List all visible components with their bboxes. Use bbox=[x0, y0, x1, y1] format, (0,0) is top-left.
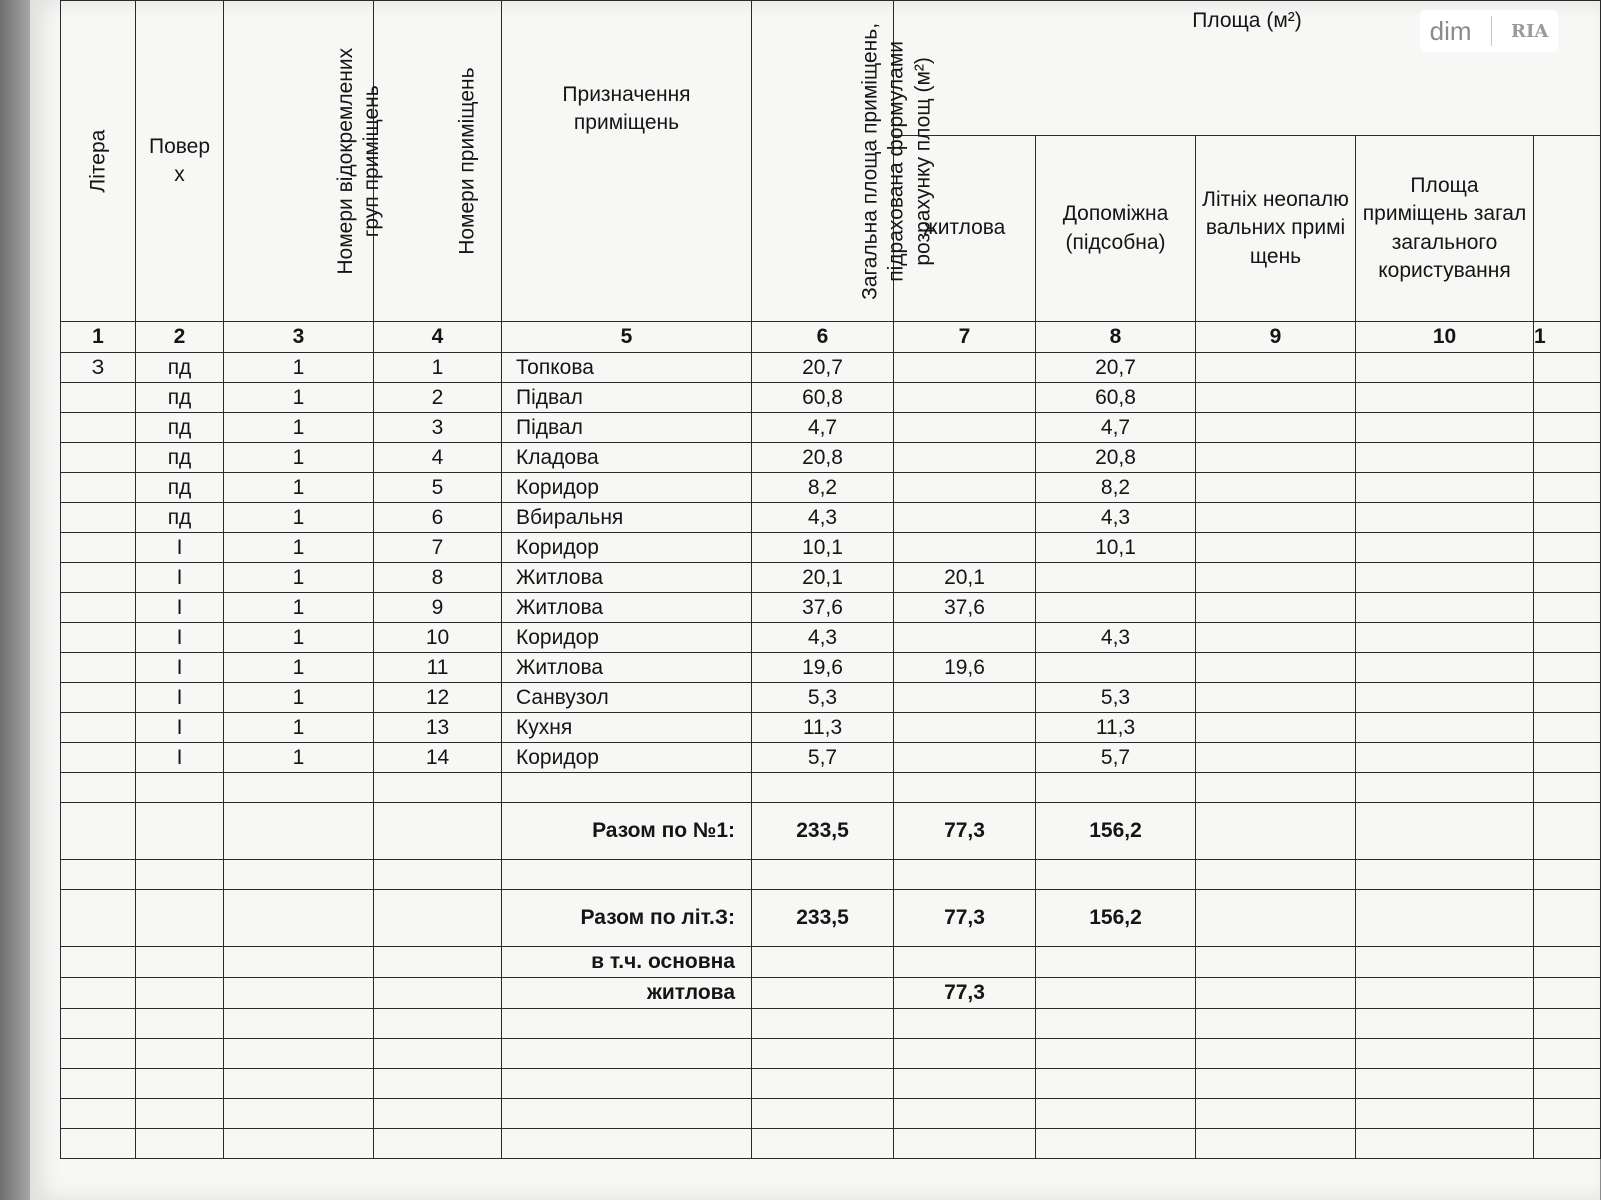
col-number: 7 bbox=[894, 322, 1036, 353]
table-row bbox=[61, 743, 1601, 773]
cell-name: Підвал bbox=[502, 383, 752, 413]
osnovna-zhytlova: 77,3 bbox=[894, 978, 1036, 1009]
cell-nomer: 3 bbox=[374, 413, 502, 443]
cell-total: 60,8 bbox=[752, 383, 894, 413]
photo-left-edge bbox=[0, 0, 30, 1200]
cell-zhytlova: 20,1 bbox=[894, 563, 1036, 593]
watermark-ria-logo: RIA bbox=[1510, 20, 1549, 42]
header-zhytlova-text: житлова bbox=[923, 216, 1006, 240]
cell-total: 8,2 bbox=[752, 473, 894, 503]
cell-poverkh: I bbox=[136, 743, 224, 773]
col-number: 6 bbox=[752, 322, 894, 353]
header-zahalna-text: Загальна площа приміщень, підрахована формулами розрахунку площ (м²) bbox=[858, 22, 935, 300]
table-row bbox=[61, 683, 1601, 713]
header-ploshcha-text: Площа (м²) bbox=[1192, 9, 1302, 32]
total-group-label: Разом по №1: bbox=[502, 803, 752, 860]
cell-litnikh bbox=[1196, 443, 1356, 473]
cell-nomer: 11 bbox=[374, 653, 502, 683]
cell-dopomizhna bbox=[1036, 593, 1196, 623]
cell-grupa: 1 bbox=[224, 353, 374, 383]
cell-litnikh bbox=[1196, 683, 1356, 713]
table-row bbox=[61, 473, 1601, 503]
watermark-dim-text: dim bbox=[1429, 15, 1472, 46]
osnovna-row-1 bbox=[61, 947, 1601, 978]
cell-extra bbox=[1534, 593, 1601, 623]
cell-grupa: 1 bbox=[224, 653, 374, 683]
cell-name: Підвал bbox=[502, 413, 752, 443]
osnovna-row-2 bbox=[61, 978, 1601, 1009]
cell-poverkh: I bbox=[136, 623, 224, 653]
cell-extra bbox=[1534, 563, 1601, 593]
cell-nomer: 1 bbox=[374, 353, 502, 383]
cell-nomer: 6 bbox=[374, 503, 502, 533]
cell-grupa: 1 bbox=[224, 473, 374, 503]
cell-litera bbox=[61, 743, 136, 773]
cell-total: 4,3 bbox=[752, 623, 894, 653]
header-pryznachennia bbox=[502, 1, 752, 322]
cell-dopomizhna bbox=[1036, 653, 1196, 683]
col-number: 1 bbox=[61, 322, 136, 353]
cell-grupa: 1 bbox=[224, 743, 374, 773]
table-row bbox=[61, 653, 1601, 683]
header-grupy bbox=[224, 1, 383, 322]
cell-nomer: 9 bbox=[374, 593, 502, 623]
cell-poverkh: пд bbox=[136, 383, 224, 413]
cell-litera bbox=[61, 383, 136, 413]
table-row bbox=[61, 503, 1601, 533]
cell-litnikh bbox=[1196, 743, 1356, 773]
cell-poverkh: I bbox=[136, 593, 224, 623]
cell-litera bbox=[61, 443, 136, 473]
room-rows bbox=[61, 353, 1601, 773]
cell-poverkh: пд bbox=[136, 503, 224, 533]
cell-poverkh: пд bbox=[136, 353, 224, 383]
cell-zhytlova bbox=[894, 413, 1036, 443]
cell-litnikh bbox=[1196, 473, 1356, 503]
cell-extra bbox=[1534, 653, 1601, 683]
cell-nomer: 5 bbox=[374, 473, 502, 503]
cell-litera bbox=[61, 623, 136, 653]
blank-row bbox=[61, 773, 1601, 803]
header-poverkh bbox=[136, 1, 224, 322]
cell-nomer: 4 bbox=[374, 443, 502, 473]
header-grupy-text: Номери відокремлених груп приміщень bbox=[333, 47, 383, 275]
cell-extra bbox=[1534, 533, 1601, 563]
table-row bbox=[61, 533, 1601, 563]
cell-litera bbox=[61, 653, 136, 683]
cell-nomer: 8 bbox=[374, 563, 502, 593]
cell-nomer: 10 bbox=[374, 623, 502, 653]
col-number: 9 bbox=[1196, 322, 1356, 353]
total-lit-area: 233,5 bbox=[752, 890, 894, 947]
header-extra bbox=[1534, 136, 1601, 322]
cell-zhytlova bbox=[894, 713, 1036, 743]
blank-row bbox=[61, 1099, 1601, 1129]
blank-row bbox=[61, 1129, 1601, 1159]
cell-zahalnoho bbox=[1356, 563, 1534, 593]
cell-zhytlova: 37,6 bbox=[894, 593, 1036, 623]
cell-extra bbox=[1534, 383, 1601, 413]
cell-litnikh bbox=[1196, 413, 1356, 443]
total-group-area: 233,5 bbox=[752, 803, 894, 860]
cell-zhytlova bbox=[894, 683, 1036, 713]
cell-zahalnoho bbox=[1356, 623, 1534, 653]
cell-zahalnoho bbox=[1356, 653, 1534, 683]
cell-poverkh: I bbox=[136, 533, 224, 563]
cell-grupa: 1 bbox=[224, 383, 374, 413]
cell-extra bbox=[1534, 473, 1601, 503]
cell-zahalnoho bbox=[1356, 713, 1534, 743]
cell-zahalnoho bbox=[1356, 503, 1534, 533]
cell-zhytlova bbox=[894, 443, 1036, 473]
cell-grupa: 1 bbox=[224, 683, 374, 713]
blank-row bbox=[61, 1069, 1601, 1099]
cell-dopomizhna: 8,2 bbox=[1036, 473, 1196, 503]
cell-name: Коридор bbox=[502, 473, 752, 503]
header-dopomizhna-text: Допоміжна (підсобна) bbox=[1062, 202, 1169, 254]
cell-litnikh bbox=[1196, 533, 1356, 563]
cell-grupa: 1 bbox=[224, 533, 374, 563]
header-zahalnoho bbox=[1356, 136, 1534, 322]
header-litera bbox=[61, 1, 136, 322]
header-litnikh bbox=[1196, 136, 1356, 322]
table-row bbox=[61, 353, 1601, 383]
cell-grupa: 1 bbox=[224, 593, 374, 623]
cell-name: Коридор bbox=[502, 743, 752, 773]
cell-dopomizhna: 11,3 bbox=[1036, 713, 1196, 743]
cell-name: Коридор bbox=[502, 533, 752, 563]
cell-extra bbox=[1534, 743, 1601, 773]
cell-poverkh: I bbox=[136, 713, 224, 743]
cell-grupa: 1 bbox=[224, 413, 374, 443]
cell-total: 19,6 bbox=[752, 653, 894, 683]
cell-extra bbox=[1534, 413, 1601, 443]
osnovna-label-2: житлова bbox=[502, 978, 752, 1009]
cell-litera bbox=[61, 413, 136, 443]
total-lit-zhytlova: 77,3 bbox=[894, 890, 1036, 947]
header-zahalnoho-text: Площа приміщень загал загального користування bbox=[1362, 173, 1527, 282]
room-area-table bbox=[60, 0, 1601, 1159]
header-pryznachennia-text: Призначення приміщень bbox=[562, 83, 691, 135]
cell-name: Топкова bbox=[502, 353, 752, 383]
table-row bbox=[61, 383, 1601, 413]
cell-litera bbox=[61, 473, 136, 503]
cell-total: 20,8 bbox=[752, 443, 894, 473]
cell-poverkh: I bbox=[136, 683, 224, 713]
cell-total: 20,7 bbox=[752, 353, 894, 383]
cell-nomer: 7 bbox=[374, 533, 502, 563]
cell-zhytlova bbox=[894, 383, 1036, 413]
header-nomery bbox=[374, 1, 502, 322]
cell-nomer: 12 bbox=[374, 683, 502, 713]
cell-litera bbox=[61, 533, 136, 563]
cell-name: Кладова bbox=[502, 443, 752, 473]
cell-litera bbox=[61, 503, 136, 533]
cell-zhytlova bbox=[894, 623, 1036, 653]
table-row bbox=[61, 413, 1601, 443]
header-litera-text: Літера bbox=[85, 129, 109, 193]
cell-litera bbox=[61, 593, 136, 623]
cell-zhytlova: 19,6 bbox=[894, 653, 1036, 683]
cell-name: Житлова bbox=[502, 593, 752, 623]
cell-extra bbox=[1534, 623, 1601, 653]
cell-poverkh: I bbox=[136, 653, 224, 683]
cell-litnikh bbox=[1196, 623, 1356, 653]
cell-zahalnoho bbox=[1356, 353, 1534, 383]
cell-grupa: 1 bbox=[224, 503, 374, 533]
cell-zahalnoho bbox=[1356, 533, 1534, 563]
header-nomery-text: Номери приміщень bbox=[455, 67, 479, 255]
cell-total: 5,3 bbox=[752, 683, 894, 713]
cell-zhytlova bbox=[894, 473, 1036, 503]
cell-litera bbox=[61, 563, 136, 593]
cell-name: Вбиральня bbox=[502, 503, 752, 533]
total-lit-dopomizhna: 156,2 bbox=[1036, 890, 1196, 947]
cell-dopomizhna: 5,3 bbox=[1036, 683, 1196, 713]
cell-litnikh bbox=[1196, 593, 1356, 623]
cell-nomer: 13 bbox=[374, 713, 502, 743]
cell-litnikh bbox=[1196, 383, 1356, 413]
col-number: 10 bbox=[1356, 322, 1534, 353]
col-number: 3 bbox=[224, 322, 374, 353]
header-litnikh-text: Літніх неопалювальних приміщень bbox=[1202, 187, 1349, 268]
cell-name: Кухня bbox=[502, 713, 752, 743]
header-poverkh-text: Поверх bbox=[148, 134, 211, 186]
cell-zahalnoho bbox=[1356, 473, 1534, 503]
cell-litnikh bbox=[1196, 713, 1356, 743]
cell-dopomizhna: 20,7 bbox=[1036, 353, 1196, 383]
col-number: 5 bbox=[502, 322, 752, 353]
cell-total: 5,7 bbox=[752, 743, 894, 773]
cell-zahalnoho bbox=[1356, 443, 1534, 473]
cell-total: 37,6 bbox=[752, 593, 894, 623]
cell-name: Коридор bbox=[502, 623, 752, 653]
total-row-group bbox=[61, 803, 1601, 860]
cell-poverkh: пд bbox=[136, 473, 224, 503]
cell-extra bbox=[1534, 353, 1601, 383]
cell-extra bbox=[1534, 713, 1601, 743]
col-number: 4 bbox=[374, 322, 502, 353]
total-lit-label: Разом по літ.З: bbox=[502, 890, 752, 947]
cell-zhytlova bbox=[894, 743, 1036, 773]
header-dopomizhna bbox=[1036, 136, 1196, 322]
cell-zahalnoho bbox=[1356, 383, 1534, 413]
cell-total: 20,1 bbox=[752, 563, 894, 593]
cell-dopomizhna: 20,8 bbox=[1036, 443, 1196, 473]
cell-zhytlova bbox=[894, 533, 1036, 563]
cell-nomer: 14 bbox=[374, 743, 502, 773]
cell-dopomizhna: 10,1 bbox=[1036, 533, 1196, 563]
cell-grupa: 1 bbox=[224, 623, 374, 653]
cell-grupa: 1 bbox=[224, 563, 374, 593]
osnovna-label-1: в т.ч. основна bbox=[502, 947, 752, 978]
blank-row bbox=[61, 1039, 1601, 1069]
cell-poverkh: пд bbox=[136, 413, 224, 443]
cell-dopomizhna bbox=[1036, 563, 1196, 593]
cell-name: Житлова bbox=[502, 563, 752, 593]
cell-zhytlova bbox=[894, 503, 1036, 533]
table-row bbox=[61, 623, 1601, 653]
dimria-watermark bbox=[1420, 10, 1558, 52]
table-row bbox=[61, 443, 1601, 473]
cell-name: Житлова bbox=[502, 653, 752, 683]
total-group-zhytlova: 77,3 bbox=[894, 803, 1036, 860]
cell-poverkh: пд bbox=[136, 443, 224, 473]
cell-poverkh: I bbox=[136, 563, 224, 593]
header-zahalna bbox=[752, 1, 935, 322]
blank-row bbox=[61, 860, 1601, 890]
cell-litera: З bbox=[61, 353, 136, 383]
cell-nomer: 2 bbox=[374, 383, 502, 413]
cell-total: 4,7 bbox=[752, 413, 894, 443]
cell-grupa: 1 bbox=[224, 713, 374, 743]
cell-zahalnoho bbox=[1356, 743, 1534, 773]
cell-total: 11,3 bbox=[752, 713, 894, 743]
cell-dopomizhna: 60,8 bbox=[1036, 383, 1196, 413]
cell-litera bbox=[61, 713, 136, 743]
cell-zahalnoho bbox=[1356, 683, 1534, 713]
col-number: 2 bbox=[136, 322, 224, 353]
total-group-dopomizhna: 156,2 bbox=[1036, 803, 1196, 860]
total-row-lit bbox=[61, 890, 1601, 947]
cell-litnikh bbox=[1196, 503, 1356, 533]
col-number: 8 bbox=[1036, 322, 1196, 353]
table-row bbox=[61, 593, 1601, 623]
cell-zhytlova bbox=[894, 353, 1036, 383]
cell-dopomizhna: 4,7 bbox=[1036, 413, 1196, 443]
cell-extra bbox=[1534, 443, 1601, 473]
cell-zahalnoho bbox=[1356, 413, 1534, 443]
header-row-top bbox=[61, 1, 1601, 136]
cell-litnikh bbox=[1196, 653, 1356, 683]
blank-row bbox=[61, 1009, 1601, 1039]
cell-dopomizhna: 5,7 bbox=[1036, 743, 1196, 773]
cell-dopomizhna: 4,3 bbox=[1036, 623, 1196, 653]
cell-extra bbox=[1534, 683, 1601, 713]
cell-zahalnoho bbox=[1356, 593, 1534, 623]
table-row bbox=[61, 563, 1601, 593]
col-number: 1 bbox=[1534, 322, 1601, 353]
column-number-row bbox=[61, 322, 1601, 353]
cell-extra bbox=[1534, 503, 1601, 533]
watermark-divider bbox=[1491, 16, 1492, 46]
cell-dopomizhna: 4,3 bbox=[1036, 503, 1196, 533]
cell-name: Санвузол bbox=[502, 683, 752, 713]
cell-litera bbox=[61, 683, 136, 713]
cell-litnikh bbox=[1196, 563, 1356, 593]
table-row bbox=[61, 713, 1601, 743]
cell-total: 4,3 bbox=[752, 503, 894, 533]
cell-total: 10,1 bbox=[752, 533, 894, 563]
cell-grupa: 1 bbox=[224, 443, 374, 473]
cell-litnikh bbox=[1196, 353, 1356, 383]
